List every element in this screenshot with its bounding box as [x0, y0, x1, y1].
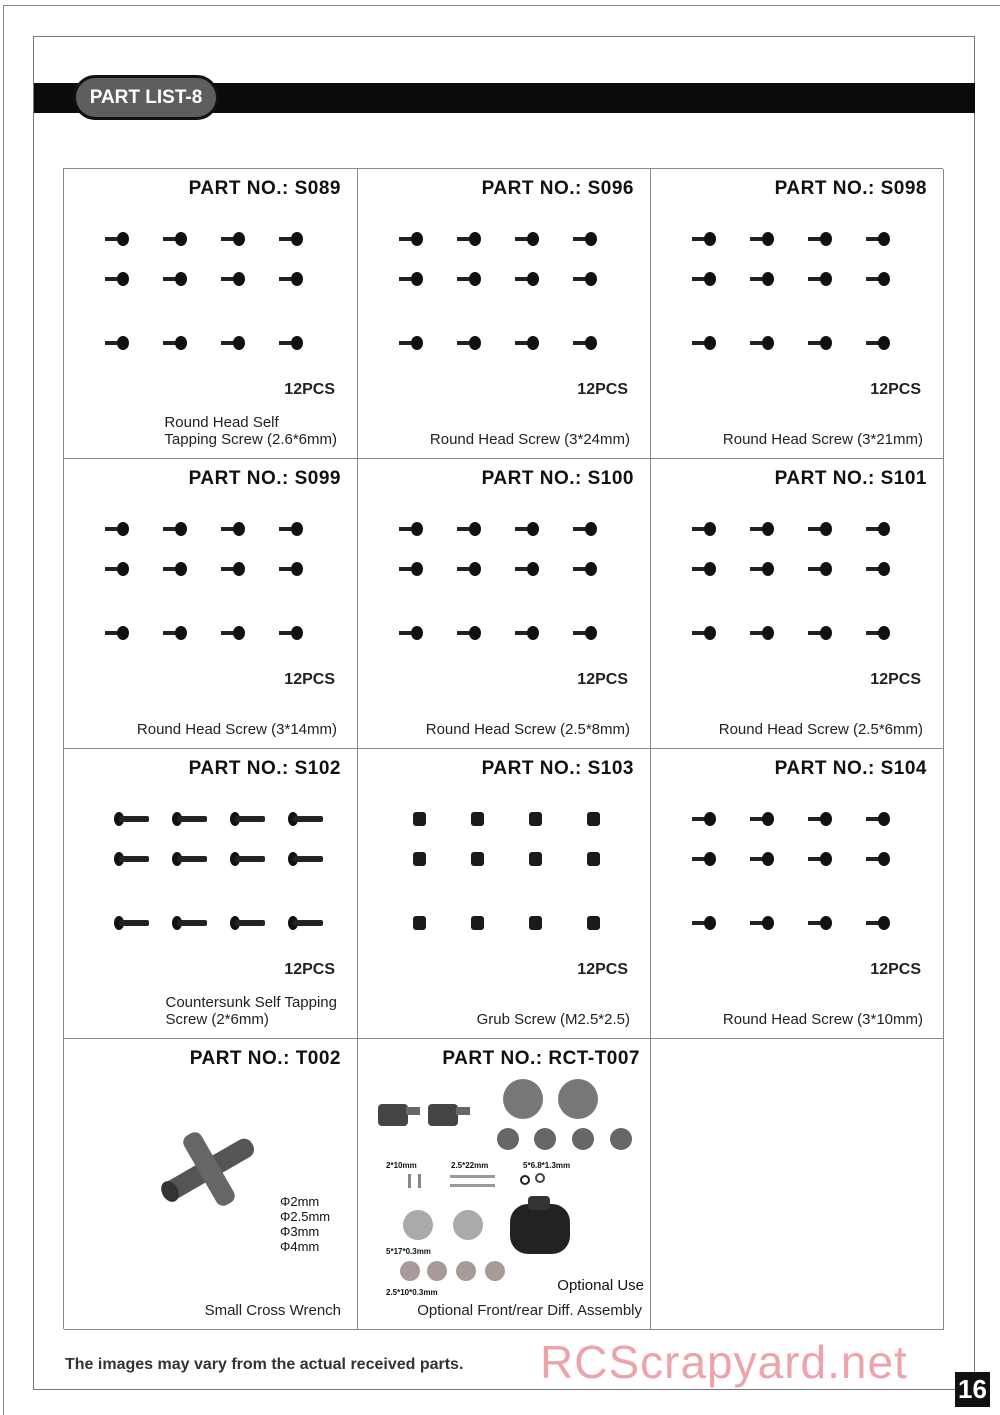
- wrench-size: Φ2.5mm: [280, 1209, 331, 1224]
- cross-wrench-image: [154, 1129, 264, 1209]
- screw: [399, 272, 423, 286]
- screw: [457, 272, 481, 286]
- part-image: [94, 219, 334, 369]
- part-description: [165, 994, 337, 1028]
- screw: [692, 916, 716, 930]
- screw: [750, 562, 774, 576]
- page-number: 16: [955, 1372, 990, 1407]
- part-number: PART NO.: S101: [774, 468, 927, 489]
- screw: [221, 272, 245, 286]
- wrench-size: Φ4mm: [280, 1239, 320, 1254]
- screw: [808, 562, 832, 576]
- quantity: 12PCS: [577, 961, 628, 978]
- screw: [230, 852, 265, 866]
- screw: [866, 336, 890, 350]
- dim-label: 2.5*22mm: [451, 1161, 489, 1170]
- screw: [163, 522, 187, 536]
- quantity: 12PCS: [284, 381, 335, 398]
- screw: [221, 232, 245, 246]
- page-title: PART LIST-8: [73, 75, 219, 120]
- part-description: [430, 431, 630, 448]
- screw: [163, 272, 187, 286]
- screw: [279, 336, 303, 350]
- part-cell: [64, 749, 358, 1039]
- screw: [399, 522, 423, 536]
- screw: [230, 916, 265, 930]
- part-cell: [358, 169, 651, 459]
- screw: [692, 626, 716, 640]
- quantity: 12PCS: [284, 961, 335, 978]
- part-number: PART NO.: S099: [188, 468, 341, 489]
- screw: [457, 626, 481, 640]
- watermark: RCScrapyard.net: [540, 1336, 908, 1388]
- part-description: Small Cross Wrench: [204, 1302, 341, 1319]
- screw: [288, 852, 323, 866]
- quantity: 12PCS: [870, 671, 921, 688]
- part-image: [94, 509, 334, 659]
- description-line: Round Head Screw (3*21mm): [722, 431, 923, 448]
- part-image: [681, 509, 921, 659]
- screw: [105, 336, 129, 350]
- screw: [172, 916, 207, 930]
- screw: [288, 916, 323, 930]
- screw: [163, 336, 187, 350]
- screw: [399, 562, 423, 576]
- screw: [808, 852, 832, 866]
- part-number: PART NO.: RCT-T007: [442, 1048, 640, 1069]
- screw: [692, 812, 716, 826]
- grub-screw: [413, 852, 426, 866]
- part-description: [164, 414, 337, 448]
- grub-screw: [471, 916, 484, 930]
- screw: [866, 916, 890, 930]
- part-cell: [64, 169, 358, 459]
- part-number: PART NO.: S096: [481, 178, 634, 199]
- disclaimer: The images may vary from the actual received parts.: [65, 1356, 464, 1373]
- screw: [221, 562, 245, 576]
- part-cell: [651, 459, 944, 749]
- screw: [105, 626, 129, 640]
- screw: [808, 626, 832, 640]
- part-cell: [358, 749, 651, 1039]
- part-cell-rct-t007: [358, 1039, 651, 1330]
- screw: [221, 522, 245, 536]
- dim-label: 5*6.8*1.3mm: [523, 1161, 571, 1170]
- screw: [573, 336, 597, 350]
- grub-screw: [587, 852, 600, 866]
- screw: [457, 336, 481, 350]
- part-number: PART NO.: S104: [774, 758, 927, 779]
- screw: [573, 626, 597, 640]
- part-image: [388, 799, 628, 949]
- diff-assembly-image: [373, 1079, 643, 1309]
- screw: [750, 852, 774, 866]
- screw: [866, 812, 890, 826]
- screw: [515, 522, 539, 536]
- description-line: Tapping Screw (2.6*6mm): [164, 431, 337, 448]
- screw: [515, 626, 539, 640]
- screw: [866, 232, 890, 246]
- grub-screw: [587, 916, 600, 930]
- part-image: [94, 799, 334, 949]
- screw: [808, 272, 832, 286]
- screw: [172, 852, 207, 866]
- screw: [750, 272, 774, 286]
- screw: [808, 812, 832, 826]
- screw: [515, 562, 539, 576]
- screw: [279, 626, 303, 640]
- screw: [692, 272, 716, 286]
- description-line: Round Head Screw (3*10mm): [722, 1011, 923, 1028]
- screw: [573, 232, 597, 246]
- description-line: Countersunk Self Tapping: [165, 994, 337, 1011]
- screw: [105, 522, 129, 536]
- quantity: 12PCS: [870, 961, 921, 978]
- part-image: [388, 219, 628, 369]
- screw: [515, 336, 539, 350]
- screw: [105, 562, 129, 576]
- dim-label: 2.5*10*0.3mm: [386, 1288, 438, 1297]
- screw: [163, 626, 187, 640]
- grub-screw: [587, 812, 600, 826]
- part-image: [681, 799, 921, 949]
- screw: [399, 626, 423, 640]
- screw: [750, 626, 774, 640]
- grub-screw: [529, 812, 542, 826]
- dim-label: 5*17*0.3mm: [386, 1247, 431, 1256]
- empty-cell: [651, 1039, 944, 1330]
- description-line: Grub Screw (M2.5*2.5): [476, 1011, 630, 1028]
- screw: [279, 522, 303, 536]
- screw: [750, 336, 774, 350]
- grub-screw: [413, 812, 426, 826]
- screw: [279, 232, 303, 246]
- screw: [279, 562, 303, 576]
- grub-screw: [413, 916, 426, 930]
- screw: [573, 522, 597, 536]
- screw: [750, 232, 774, 246]
- part-image: [388, 509, 628, 659]
- quantity: 12PCS: [577, 381, 628, 398]
- part-description: [426, 721, 630, 738]
- grub-screw: [529, 916, 542, 930]
- screw: [221, 626, 245, 640]
- screw: [692, 336, 716, 350]
- description-line: Round Head Screw (3*24mm): [429, 431, 630, 448]
- description-line: Round Head Screw (2.5*6mm): [718, 721, 923, 738]
- part-description: [723, 1011, 923, 1028]
- screw: [399, 232, 423, 246]
- part-number: PART NO.: S100: [481, 468, 634, 489]
- part-cell-t002: [64, 1039, 358, 1330]
- screw: [692, 562, 716, 576]
- screw: [808, 916, 832, 930]
- screw: [866, 562, 890, 576]
- description-line: Screw (2*6mm): [165, 1011, 269, 1028]
- screw: [573, 272, 597, 286]
- grub-screw: [471, 812, 484, 826]
- screw: [573, 562, 597, 576]
- screw: [808, 336, 832, 350]
- part-image: [681, 219, 921, 369]
- parts-grid: [63, 168, 943, 1329]
- part-cell: [358, 459, 651, 749]
- screw: [750, 522, 774, 536]
- screw: [457, 522, 481, 536]
- quantity: 12PCS: [577, 671, 628, 688]
- dim-label: 2*10mm: [386, 1161, 417, 1170]
- screw: [279, 272, 303, 286]
- screw: [105, 272, 129, 286]
- part-description: [723, 431, 923, 448]
- part-description: [137, 721, 337, 738]
- part-number: PART NO.: S103: [481, 758, 634, 779]
- screw: [163, 562, 187, 576]
- screw: [866, 522, 890, 536]
- screw: [114, 916, 149, 930]
- screw: [808, 232, 832, 246]
- part-description: [477, 1011, 630, 1028]
- part-number: PART NO.: S089: [188, 178, 341, 199]
- screw: [457, 232, 481, 246]
- quantity: 12PCS: [284, 671, 335, 688]
- screw: [750, 812, 774, 826]
- screw: [750, 916, 774, 930]
- screw: [692, 522, 716, 536]
- screw: [515, 272, 539, 286]
- quantity: 12PCS: [870, 381, 921, 398]
- screw: [288, 812, 323, 826]
- description-line: Round Head Screw (2.5*8mm): [425, 721, 630, 738]
- screw: [114, 852, 149, 866]
- part-number: PART NO.: T002: [189, 1048, 341, 1069]
- screw: [172, 812, 207, 826]
- screw: [866, 852, 890, 866]
- optional-note: Optional Use: [557, 1277, 644, 1294]
- part-cell: [64, 459, 358, 749]
- part-number: PART NO.: S098: [774, 178, 927, 199]
- screw: [866, 272, 890, 286]
- grub-screw: [529, 852, 542, 866]
- screw: [221, 336, 245, 350]
- screw: [399, 336, 423, 350]
- part-cell: [651, 749, 944, 1039]
- screw: [105, 232, 129, 246]
- screw: [692, 232, 716, 246]
- screw: [114, 812, 149, 826]
- wrench-size: Φ3mm: [280, 1224, 320, 1239]
- part-description: [719, 721, 923, 738]
- screw: [515, 232, 539, 246]
- part-description: Optional Front/rear Diff. Assembly: [417, 1302, 642, 1319]
- screw: [866, 626, 890, 640]
- screw: [692, 852, 716, 866]
- wrench-size: Φ2mm: [280, 1194, 320, 1209]
- part-cell: [651, 169, 944, 459]
- screw: [163, 232, 187, 246]
- screw: [230, 812, 265, 826]
- grub-screw: [471, 852, 484, 866]
- screw: [457, 562, 481, 576]
- screw: [808, 522, 832, 536]
- description-line: Round Head Self: [164, 414, 279, 431]
- part-number: PART NO.: S102: [188, 758, 341, 779]
- description-line: Round Head Screw (3*14mm): [136, 721, 337, 738]
